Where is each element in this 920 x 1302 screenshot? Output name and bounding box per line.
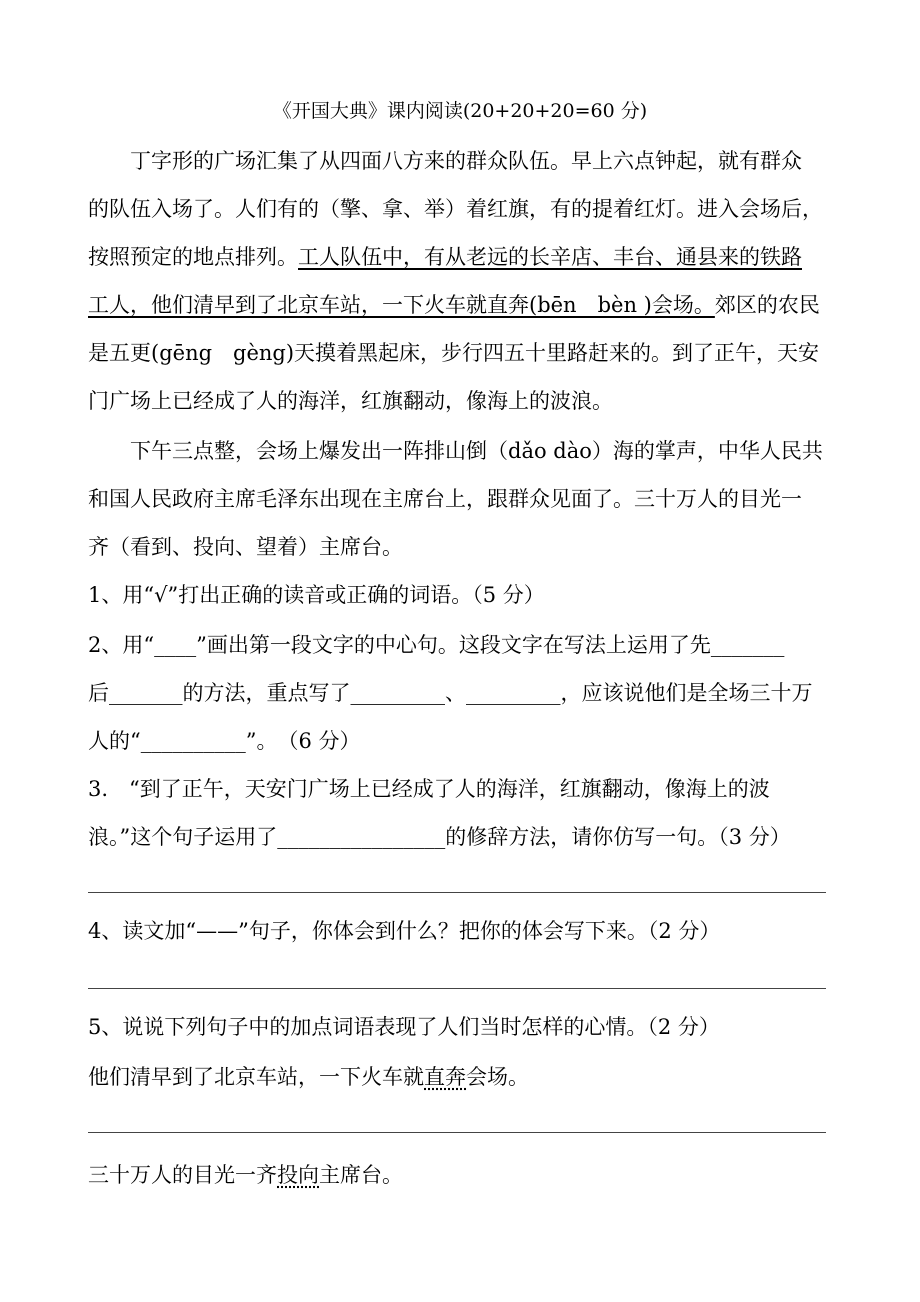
question-5-sentence-2 — [88, 1160, 828, 1190]
answer-line — [88, 988, 826, 989]
answer-line — [88, 1132, 826, 1133]
passage-line: 和国人民政府主席毛泽东出现在主席台上，跟群众见面了。三十万人的目光一 — [88, 487, 802, 511]
page-title: 《开国大典》课内阅读(20+20+20=60 分) — [272, 100, 648, 122]
question-5-sentence-1 — [88, 1062, 828, 1092]
sentence-text: 三十万人的目光一齐 — [88, 1163, 277, 1187]
question-5: 5、说说下列句子中的加点词语表现了人们当时怎样的心情。（2 分） — [88, 1015, 720, 1039]
question-2-line: 人的“__________”。 （6 分） — [88, 729, 361, 753]
question-2-line: 后_______的方法，重点写了_________、_________，应该说他们是全场三十万 — [88, 681, 813, 705]
passage-line: 门广场上已经成了人的海洋，红旗翻动，像海上的波浪。 — [88, 389, 613, 413]
passage-line — [88, 290, 828, 320]
question-3-line: 浪。”这个句子运用了________________的修辞方法，请你仿写一句。（3 分） — [88, 825, 791, 849]
question-3: 3. “到了正午，天安门广场上已经成了人的海洋，红旗翻动，像海上的波 — [88, 777, 770, 801]
sentence-text: 主席台。 — [319, 1163, 403, 1187]
sentence-text: 会场。 — [466, 1065, 529, 1089]
dotted-word: 直奔 — [424, 1065, 466, 1089]
passage-line: 齐（看到、投向、望着）主席台。 — [88, 535, 403, 559]
passage-line: 下午三点整，会场上爆发出一阵排山倒（dǎo dào）海的掌声，中华人民共 — [130, 439, 823, 463]
question-2: 2、用“____”画出第一段文字的中心句。这段文字在写法上运用了先_______ — [88, 633, 785, 657]
passage-line: 丁字形的广场汇集了从四面八方来的群众队伍。早上六点钟起，就有群众 — [130, 149, 802, 173]
sentence-text: 他们清早到了北京车站，一下火车就 — [88, 1065, 424, 1089]
answer-line — [88, 892, 826, 893]
passage-line: 的队伍入场了。人们有的（擎、拿、举）着红旗，有的提着红灯。进入会场后， — [88, 197, 823, 221]
passage-text: 郊区的农民 — [714, 293, 820, 317]
underlined-sentence: 工人，他们清早到了北京车站，一下火车就直奔(bēn bèn )会场。 — [88, 293, 715, 317]
passage-line — [88, 242, 828, 272]
question-4: 4、读文加“——”句子，你体会到什么？把你的体会写下来。（2 分） — [88, 919, 721, 943]
passage-text: 按照预定的地点排列。 — [88, 245, 298, 269]
question-1: 1、用“√”打出正确的读音或正确的词语。（5 分） — [88, 583, 545, 607]
passage-line: 是五更(gēng gèng)天摸着黑起床，步行四五十里路赶来的。到了正午，天安 — [88, 341, 820, 365]
underlined-sentence: 工人队伍中，有从老远的长辛店、丰台、通县来的铁路 — [298, 245, 802, 269]
dotted-word: 投向 — [277, 1163, 319, 1187]
